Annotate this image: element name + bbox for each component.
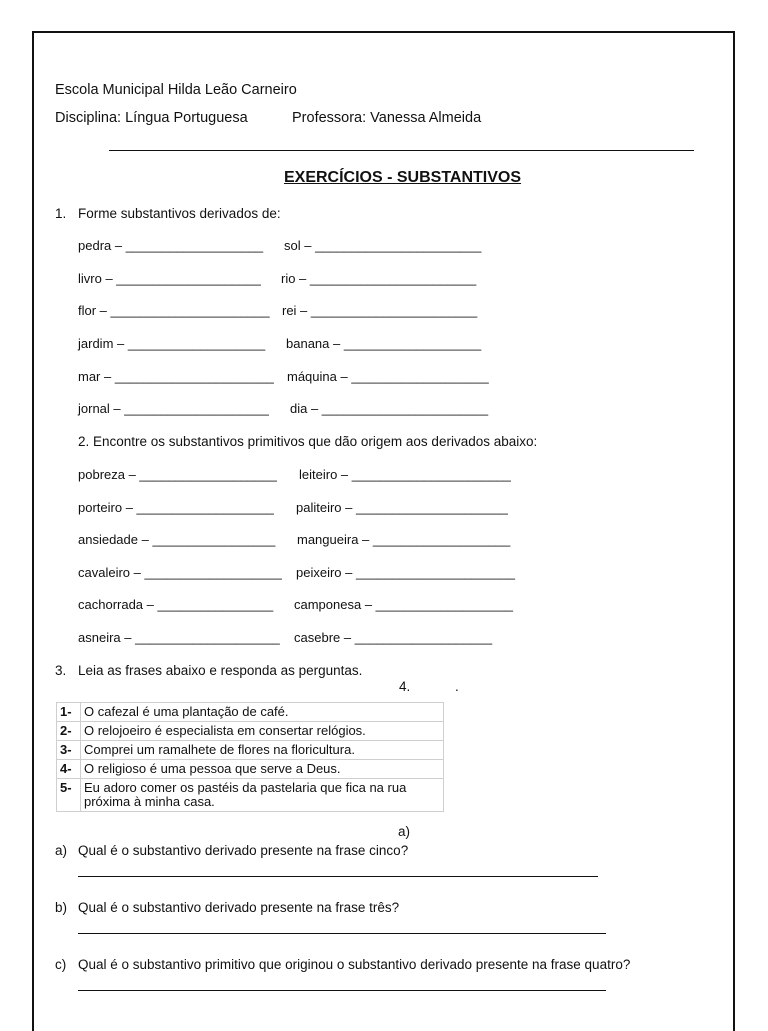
stray-letter: a)	[398, 824, 411, 839]
q1-prompt: Forme substantivos derivados de:	[78, 206, 281, 221]
school-name: Escola Municipal Hilda Leão Carneiro	[55, 82, 297, 98]
sentence-number: 3-	[57, 741, 81, 760]
table-row	[57, 741, 444, 760]
q1-row-left: flor – ______________________	[78, 303, 270, 318]
answer-line[interactable]	[78, 876, 598, 877]
q2-row-right: camponesa – ___________________	[294, 597, 514, 612]
q1-number: 1.	[55, 206, 67, 221]
q2-row-left: asneira – ____________________	[78, 630, 280, 645]
question-letter: b)	[55, 900, 68, 915]
sentence-text: Eu adoro comer os pastéis da pastelaria que fica na rua próxima à minha casa.	[81, 779, 444, 812]
sentence-number: 5-	[57, 779, 81, 812]
stray-dot: .	[455, 679, 459, 694]
question-text: Qual é o substantivo derivado presente na frase três?	[78, 900, 400, 915]
sentence-text: O cafezal é uma plantação de café.	[81, 703, 444, 722]
q3-prompt: Leia as frases abaixo e responda as perguntas.	[78, 663, 363, 678]
question-text: Qual é o substantivo derivado presente na frase cinco?	[78, 843, 409, 858]
q1-row-right: máquina – ___________________	[287, 369, 489, 384]
q2-row-right: paliteiro – _____________________	[296, 500, 508, 515]
q1-row-right: sol – _______________________	[284, 238, 482, 253]
discipline: Disciplina: Língua Portuguesa	[55, 110, 248, 126]
page-title: EXERCÍCIOS - SUBSTANTIVOS	[283, 169, 522, 186]
q1-row-left: pedra – ___________________	[78, 238, 264, 253]
question-text: Qual é o substantivo primitivo que originou o substantivo derivado presente na frase quatro?	[78, 957, 631, 972]
q2-row-right: peixeiro – ______________________	[296, 565, 516, 580]
table-row	[57, 760, 444, 779]
q1-row-right: rio – _______________________	[281, 271, 477, 286]
sentence-text: O religioso é uma pessoa que serve a Deus.	[81, 760, 444, 779]
table-row	[57, 703, 444, 722]
stray-number: 4.	[399, 679, 411, 694]
q1-row-left: mar – ______________________	[78, 369, 274, 384]
answer-line[interactable]	[78, 933, 606, 934]
q2-row-right: casebre – ___________________	[294, 630, 493, 645]
answer-line[interactable]	[78, 990, 606, 991]
table-row	[57, 779, 444, 812]
sentence-text: O relojoeiro é especialista em consertar relógios.	[81, 722, 444, 741]
q2-prompt: 2. Encontre os substantivos primitivos que dão origem aos derivados abaixo:	[78, 434, 538, 449]
header-divider	[109, 150, 694, 151]
q2-row-left: cachorrada – ________________	[78, 597, 274, 612]
q1-row-left: jornal – ____________________	[78, 401, 269, 416]
q1-row-right: rei – _______________________	[282, 303, 478, 318]
q3-number: 3.	[55, 663, 67, 678]
teacher: Professora: Vanessa Almeida	[292, 110, 482, 126]
q1-row-right: dia – _______________________	[290, 401, 489, 416]
q1-row-right: banana – ___________________	[286, 336, 482, 351]
q1-row-left: livro – ____________________	[78, 271, 261, 286]
q2-row-right: leiteiro – ______________________	[299, 467, 511, 482]
table-row	[57, 722, 444, 741]
sentence-number: 4-	[57, 760, 81, 779]
sentence-text: Comprei um ramalhete de flores na floricultura.	[81, 741, 444, 760]
sentence-number: 2-	[57, 722, 81, 741]
q2-row-left: porteiro – ___________________	[78, 500, 274, 515]
q2-row-left: cavaleiro – ___________________	[78, 565, 282, 580]
sentences-table	[56, 702, 444, 812]
question-letter: c)	[55, 957, 67, 972]
q2-row-left: pobreza – ___________________	[78, 467, 277, 482]
q2-row-right: mangueira – ___________________	[297, 532, 511, 547]
sentence-number: 1-	[57, 703, 81, 722]
question-letter: a)	[55, 843, 68, 858]
q1-row-left: jardim – ___________________	[78, 336, 266, 351]
q2-row-left: ansiedade – _________________	[78, 532, 276, 547]
